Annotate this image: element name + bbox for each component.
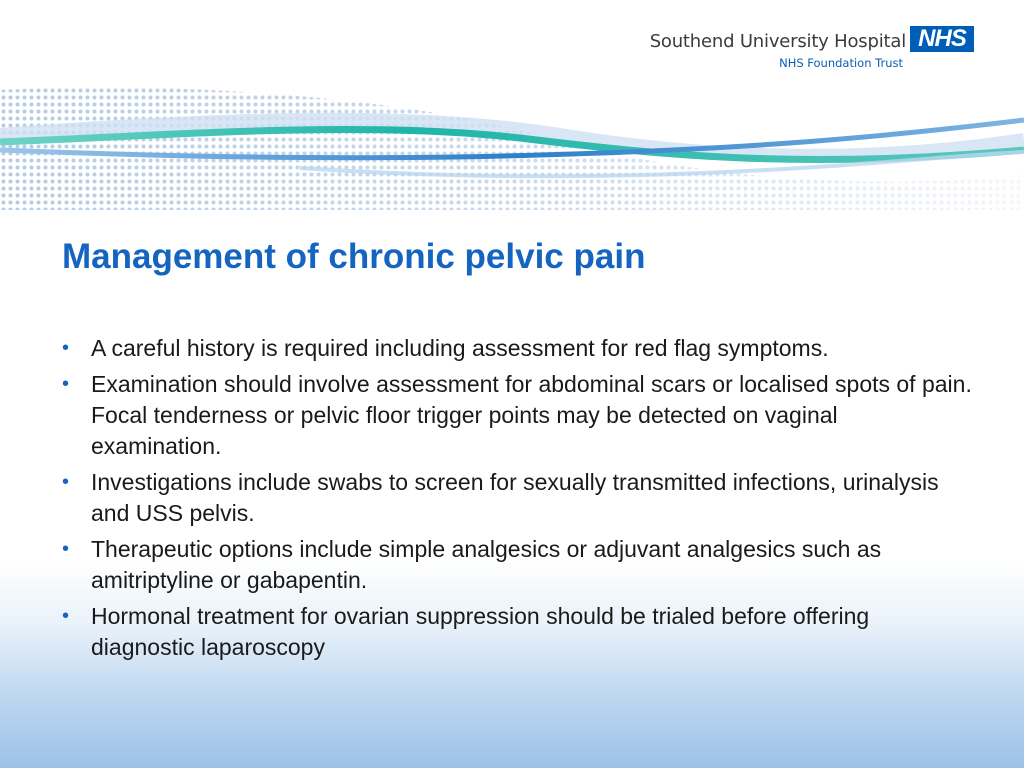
trust-name: NHS Foundation Trust [779, 56, 903, 70]
bullet-item [62, 369, 972, 462]
bullet-text: Examination should involve assessment for abdominal scars or localised spots of pain. Focal tenderness or pelvic floor trigger points may be detected on vaginal examination. [91, 371, 972, 459]
bullet-icon: • [62, 373, 70, 395]
bullet-item [62, 601, 972, 663]
slide-title: Management of chronic pelvic pain [62, 237, 646, 276]
hospital-name: Southend University Hospital [649, 31, 906, 52]
bullet-icon: • [62, 337, 70, 359]
bullet-text: Investigations include swabs to screen for sexually transmitted infections, urinalysis and USS pelvis. [91, 469, 939, 526]
bullet-item [62, 534, 972, 596]
bullet-icon: • [62, 471, 70, 493]
bullet-icon: • [62, 538, 70, 560]
bullet-text: Hormonal treatment for ovarian suppression should be trialed before offering diagnostic laparoscopy [91, 603, 870, 660]
bullet-item [62, 333, 972, 364]
bullet-text: A careful history is required including assessment for red flag symptoms. [91, 335, 829, 361]
decorative-wave-band [0, 80, 1024, 210]
bullet-item [62, 467, 972, 529]
bullet-text: Therapeutic options include simple analgesics or adjuvant analgesics such as amitriptyline or gabapentin. [91, 536, 882, 593]
nhs-logo: NHS [910, 26, 974, 52]
bullet-list [62, 333, 972, 668]
bullet-icon: • [62, 605, 70, 627]
